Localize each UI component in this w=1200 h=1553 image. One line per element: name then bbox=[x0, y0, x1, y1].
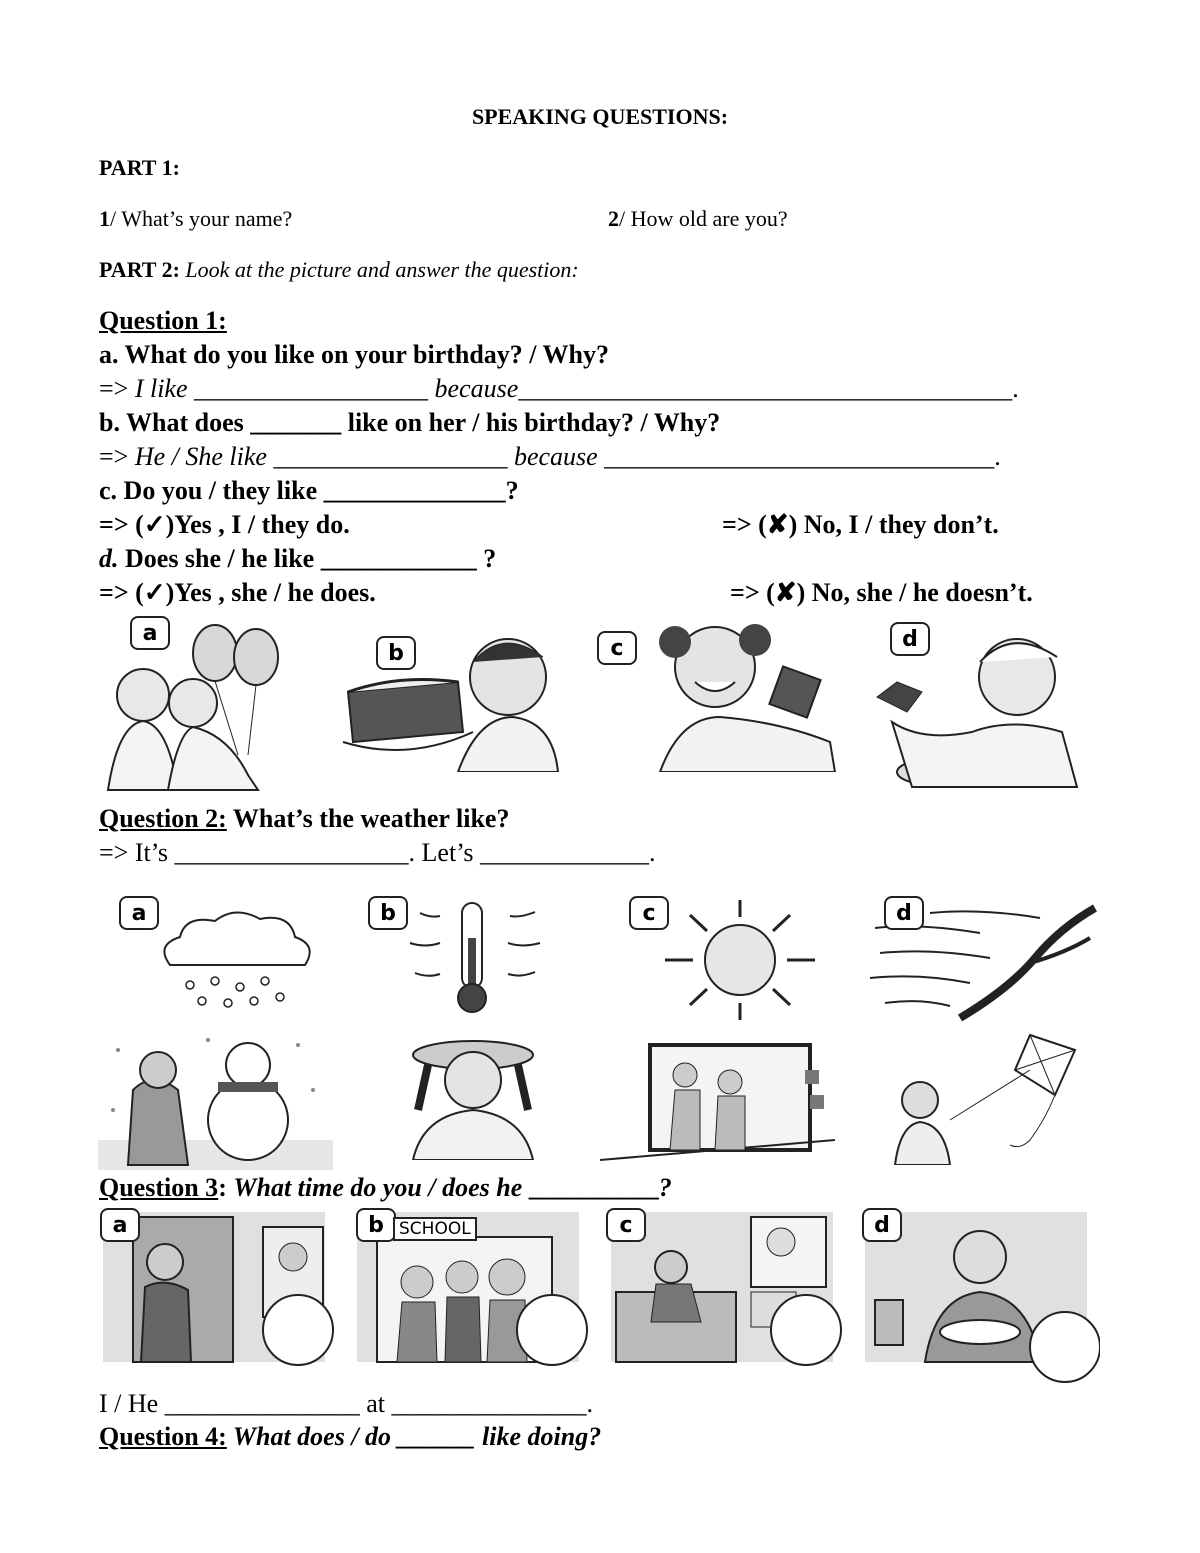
q1-label-b: b bbox=[376, 636, 416, 670]
q2-scene-window bbox=[600, 1040, 835, 1165]
q3-label-d: d bbox=[862, 1208, 902, 1242]
q1-label-c: c bbox=[597, 631, 637, 665]
part2-heading-line bbox=[99, 257, 579, 283]
thermometer-icon bbox=[400, 898, 550, 1018]
q2-label-c: c bbox=[629, 896, 669, 930]
q3-label-b: b bbox=[356, 1208, 396, 1242]
q2-label-b: b bbox=[368, 896, 408, 930]
question3-line: Question 3: What time do you / does he __________? bbox=[99, 1173, 672, 1202]
question1-heading: Question 1: bbox=[99, 306, 227, 335]
question2-line bbox=[99, 804, 509, 834]
question2-text: What’s the weather like? bbox=[226, 804, 510, 833]
question1-c-yes: => (✓)Yes , I / they do. bbox=[99, 510, 350, 539]
q1-label-d: d bbox=[890, 622, 930, 656]
q2-label-a: a bbox=[119, 896, 159, 930]
question2-heading: Question 2: bbox=[99, 804, 227, 833]
question3-text: What time do you / does he bbox=[233, 1173, 529, 1202]
question1-c-no: => (✘) No, I / they don’t. bbox=[722, 510, 999, 539]
q1-picture-b bbox=[338, 622, 568, 772]
question1-a: a. What do you like on your birthday? / Why? bbox=[99, 340, 610, 369]
part2-instruction: Look at the picture and answer the question: bbox=[185, 257, 579, 282]
question3-heading: Question 3 bbox=[99, 1173, 219, 1202]
q2-scene-kite bbox=[880, 1030, 1080, 1165]
question1-b-answer: => He / She like __________________ because ______________________________. bbox=[99, 442, 1001, 471]
part2-heading: PART 2: bbox=[99, 257, 180, 282]
q3-label-c: c bbox=[606, 1208, 646, 1242]
q1-picture-c bbox=[640, 622, 850, 772]
question4-line bbox=[99, 1422, 601, 1452]
question1-b: b. What does _______ like on her / his birthday? / Why? bbox=[99, 408, 721, 437]
q1-picture-a bbox=[98, 615, 298, 795]
q2-label-d: d bbox=[884, 896, 924, 930]
q3-label-a: a bbox=[100, 1208, 140, 1242]
question4-heading: Question 4: bbox=[99, 1422, 227, 1451]
q2-scene-hot bbox=[398, 1025, 548, 1160]
cloud-snow-icon bbox=[150, 905, 320, 1015]
part1-question-2: 2/ How old are you? bbox=[608, 206, 788, 231]
sun-icon bbox=[655, 895, 825, 1025]
page-title: SPEAKING QUESTIONS: bbox=[471, 104, 729, 129]
question1-d: d. Does she / he like ____________ ? bbox=[99, 544, 497, 573]
school-sign: SCHOOL bbox=[393, 1217, 477, 1241]
question3-answer: I / He _______________ at _______________. bbox=[99, 1389, 593, 1418]
part1-heading: PART 1: bbox=[99, 155, 180, 180]
question4-text: What does / do ______ like doing? bbox=[226, 1422, 602, 1451]
question1-d-no: => (✘) No, she / he doesn’t. bbox=[730, 578, 1033, 607]
question1-c: c. Do you / they like ______________? bbox=[99, 476, 519, 505]
question2-answer: => It’s __________________. Let’s _____________. bbox=[99, 838, 656, 867]
q1-label-a: a bbox=[130, 616, 170, 650]
part1-question-1: 1/ What’s your name? bbox=[99, 206, 293, 231]
q2-scene-snowman bbox=[98, 1030, 333, 1170]
q3-picture-c bbox=[611, 1212, 846, 1367]
question1-d-yes: => (✓)Yes , she / he does. bbox=[99, 578, 376, 607]
question1-a-answer: => I like __________________ because______________________________________. bbox=[99, 374, 1019, 403]
